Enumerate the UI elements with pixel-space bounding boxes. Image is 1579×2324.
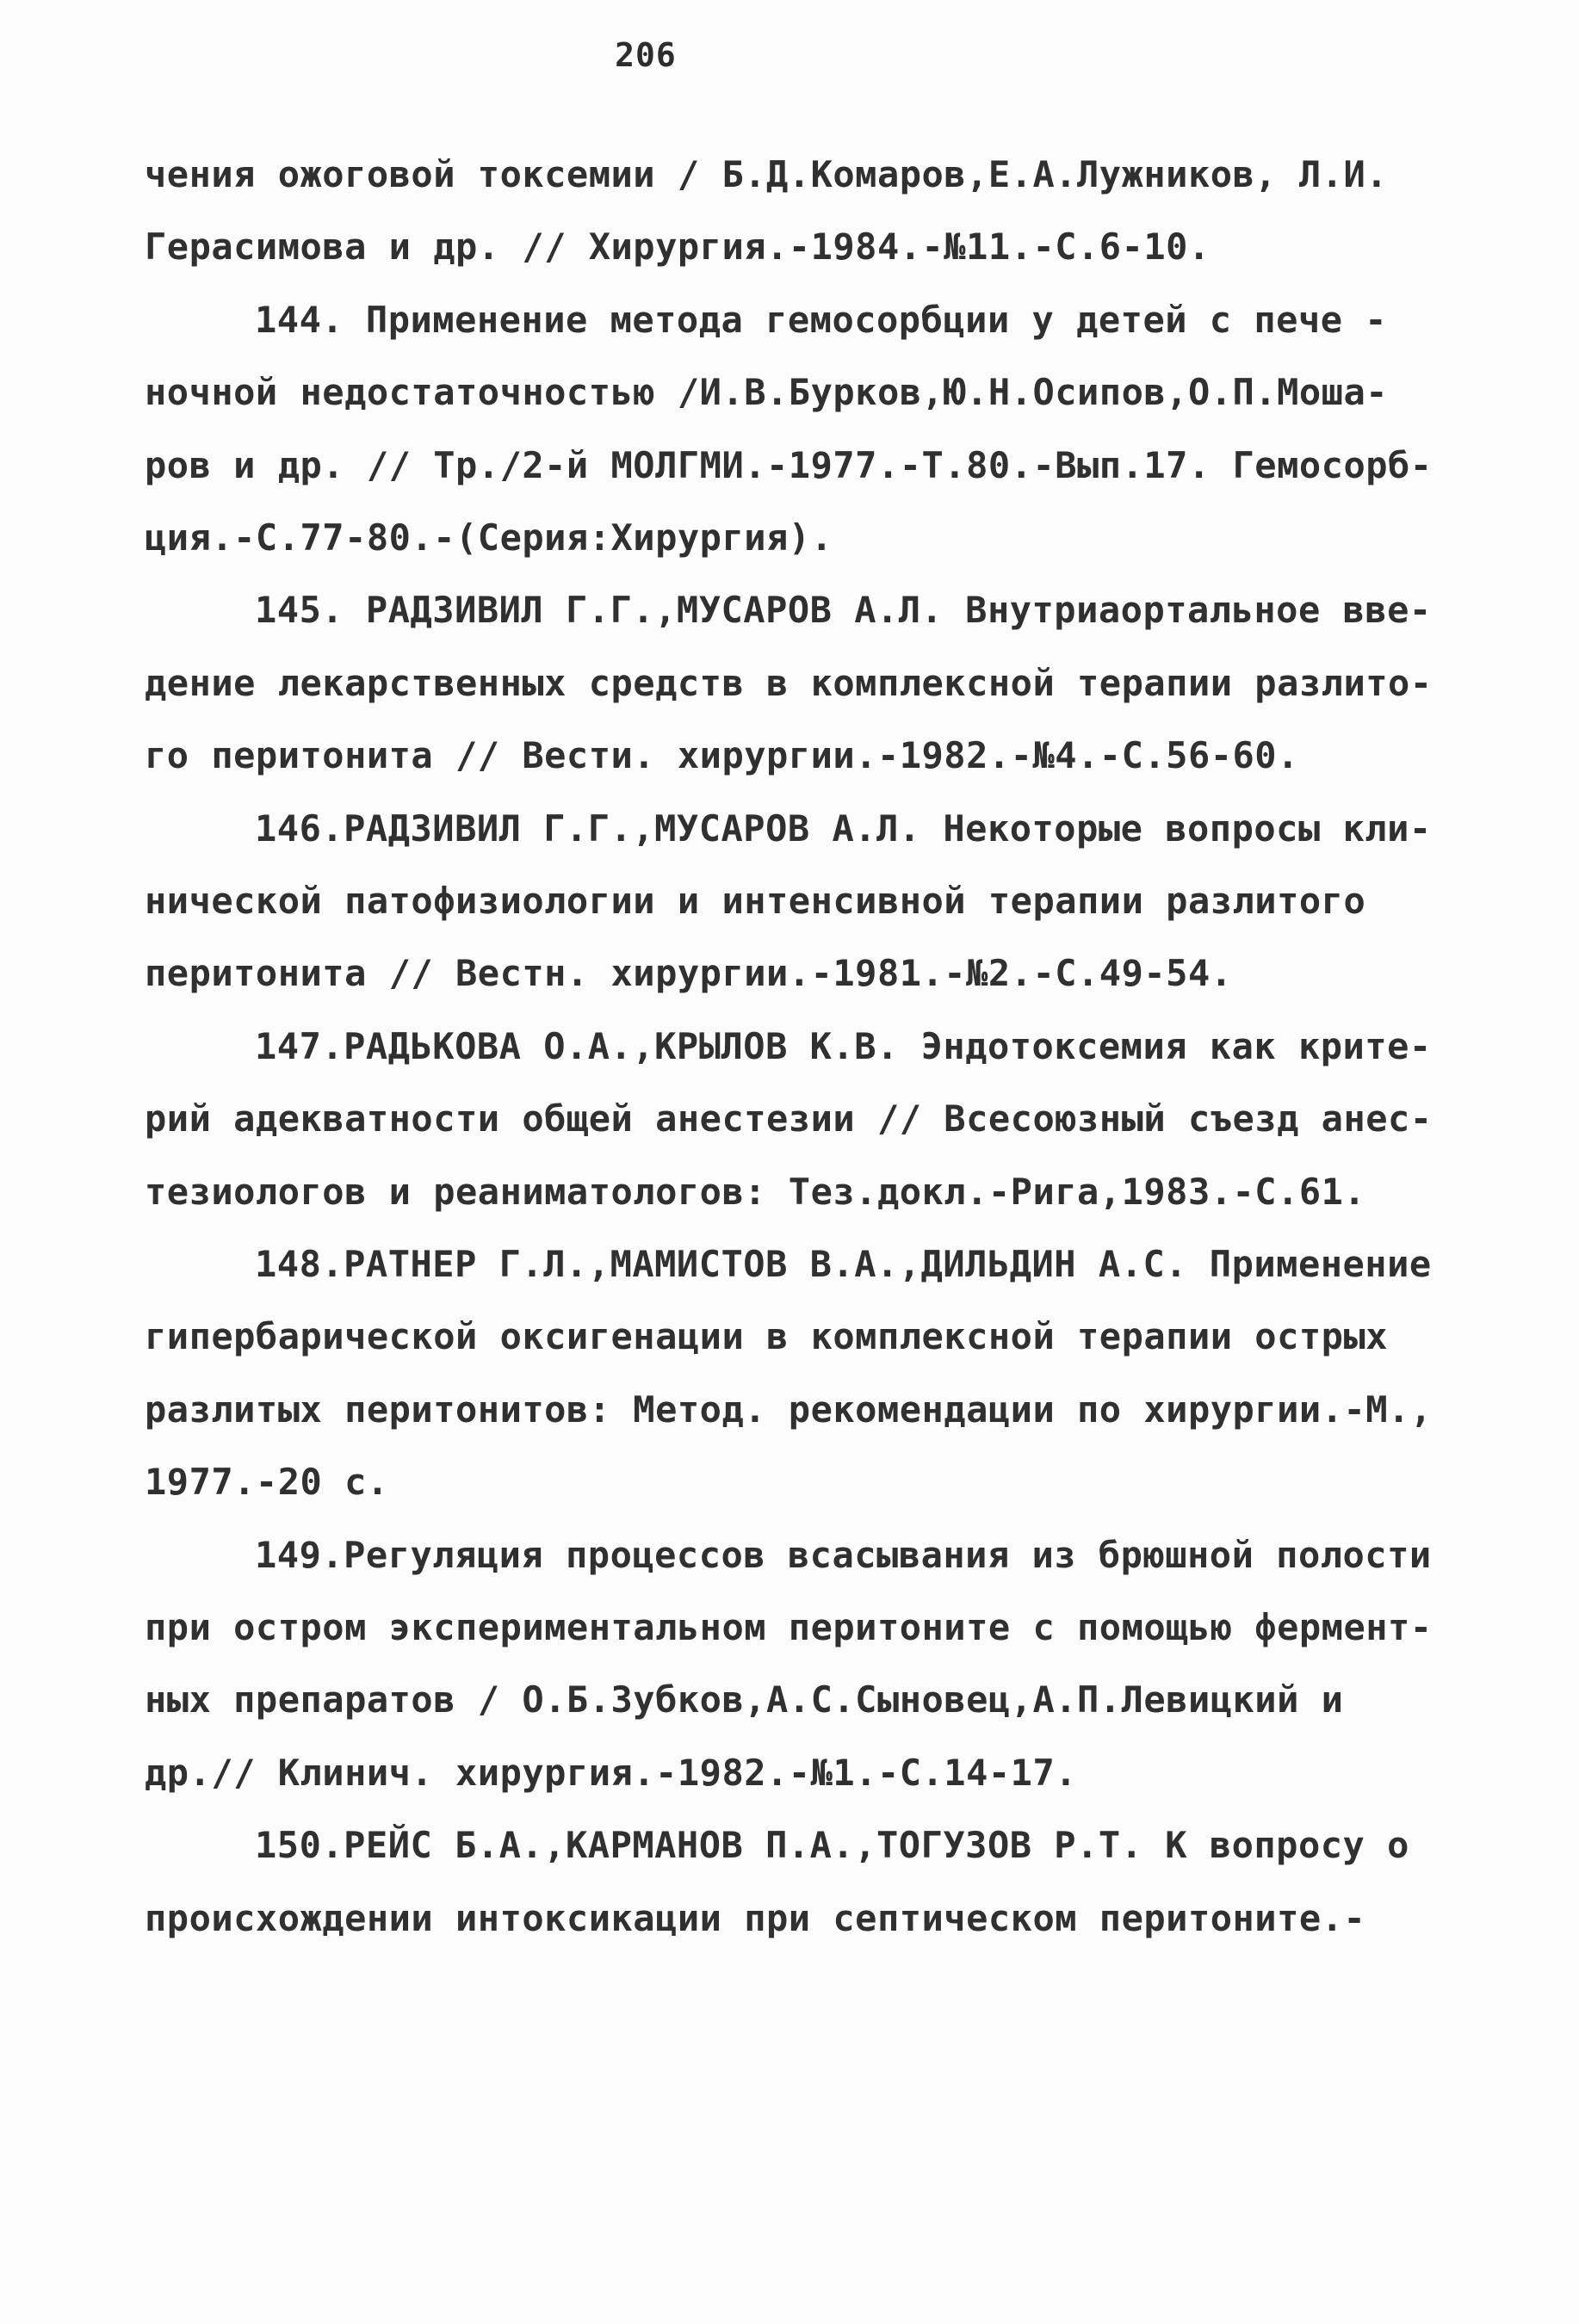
- text-line: чения ожоговой токсемии / Б.Д.Комаров,Е.А.Лужников, Л.И.: [145, 153, 1389, 195]
- text-line: др.// Клинич. хирургия.-1982.-№1.-С.14-17.: [145, 1752, 1078, 1794]
- text-line: ночной недостаточностью /И.В.Бурков,Ю.Н.Осипов,О.П.Мошa-: [145, 371, 1389, 413]
- text-line: перитонита // Вестн. хирургии.-1981.-№2.-С.49-54.: [145, 952, 1233, 994]
- text-line: разлитых перитонитов: Метод. рекомендации по хирургии.-М.,: [145, 1388, 1433, 1431]
- text-line: происхождении интоксикации при септическом перитоните.-: [145, 1897, 1366, 1939]
- text-line: нической патофизиологии и интенсивной терапии разлитого: [145, 880, 1366, 922]
- text-line: при остром экспериментальном перитоните с помощью фермент-: [145, 1606, 1433, 1648]
- reference-146-line-1: 146.РАДЗИВИЛ Г.Г.,МУСАРОВ А.Л. Некоторые вопросы кли-: [255, 807, 1432, 850]
- text-line: ров и др. // Тр./2-й МОЛГМИ.-1977.-Т.80.-Вып.17. Гемосорб-: [145, 444, 1433, 486]
- reference-145-line-1: 145. РАДЗИВИЛ Г.Г.,МУСАРОВ А.Л. Внутриаортальное вве-: [255, 589, 1432, 631]
- text-line: тезиологов и реаниматологов: Тез.докл.-Рига,1983.-С.61.: [145, 1171, 1366, 1213]
- reference-147-line-1: 147.РАДЬКОВА О.А.,КРЫЛОВ К.В. Эндотоксемия как крите-: [255, 1025, 1432, 1067]
- text-line: гипербарической оксигенации в комплексной терапии острых: [145, 1315, 1389, 1357]
- reference-148-line-1: 148.РАТНЕР Г.Л.,МАМИСТОВ В.А.,ДИЛЬДИН А.С. Применение: [255, 1243, 1432, 1285]
- text-line: ция.-С.77-80.-(Серия:Хирургия).: [145, 516, 833, 559]
- text-line: ных препаратов / О.Б.Зубков,А.С.Сыновец,А.П.Левицкий и: [145, 1678, 1344, 1721]
- reference-149-line-1: 149.Регуляция процессов всасывания из брюшной полости: [255, 1534, 1432, 1576]
- page-number: 206: [615, 36, 677, 74]
- reference-144-line-1: 144. Применение метода гемосорбции у детей с пече -: [255, 299, 1388, 341]
- text-line: 1977.-20 с.: [145, 1461, 389, 1503]
- text-line: дение лекарственных средств в комплексной терапии разлито-: [145, 662, 1433, 704]
- text-line: рий адекватности общей анестезии // Всесоюзный съезд анес-: [145, 1097, 1433, 1140]
- text-line: Герасимова и др. // Хирургия.-1984.-№11.-С.6-10.: [145, 226, 1211, 268]
- reference-150-line-1: 150.РЕЙС Б.А.,КАРМАНОВ П.А.,ТОГУЗОВ Р.Т. К вопросу о: [255, 1824, 1409, 1866]
- text-line: го перитонита // Вести. хирургии.-1982.-№4.-С.56-60.: [145, 734, 1299, 776]
